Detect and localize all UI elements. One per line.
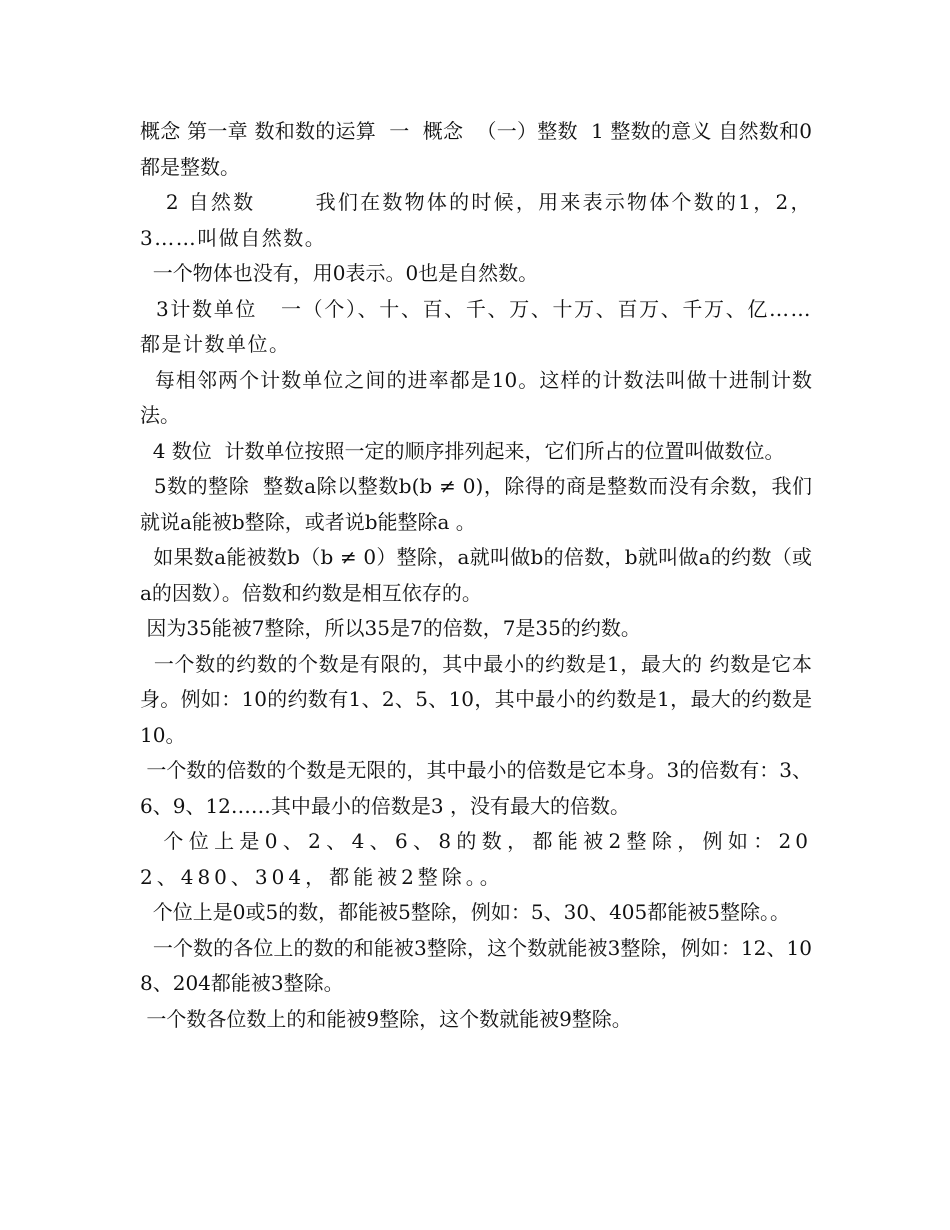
paragraph-divisible-by-3: 一个数的各位上的数的和能被3整除，这个数就能被3整除，例如：12、108、204都能被3整除。 [140,935,812,995]
document-page [140,114,812,1037]
paragraph-divisor-count: 一个数的约数的个数是有限的，其中最小的约数是1，最大的 约数是它本身。例如：10的约数有1、2、5、10，其中最小的约数是1，最大的约数是10。 [140,651,812,747]
paragraph-digit-place: 4 数位 计数单位按照一定的顺序排列起来，它们所占的位置叫做数位。 [140,438,785,463]
paragraph-multiple-count: 一个数的倍数的个数是无限的，其中最小的倍数是它本身。3的倍数有：3、6、9、12……其中最小的倍数是3 ，没有最大的倍数。 [140,758,813,818]
paragraph-zero: 一个物体也没有，用0表示。0也是自然数。 [140,261,539,285]
paragraph-decimal-system: 每相邻两个计数单位之间的进率都是10。这样的计数法叫做十进制计数法。 [140,367,813,427]
paragraph-divisibility: 5数的整除 整数a除以整数b(b ≠ 0)，除得的商是整数而没有余数，我们就说a能被b整除，或者说b能整除a 。 [140,474,812,534]
paragraph-divisible-by-9: 一个数各位数上的和能被9整除，这个数就能被9整除。 [140,1006,632,1031]
paragraph-chapter-heading: 概念 第一章 数和数的运算 一 概念 （一）整数 1 整数的意义 自然数和0都是整数。 [140,119,812,179]
paragraph-counting-units: 3计数单位 一（个）、十、百、千、万、十万、百万、千万、亿……都是计数单位。 [140,296,813,356]
paragraph-divisible-by-2: 个位上是0、2、4、6、8的数，都能被2整除，例如：202、480、304，都能被2整除。。 [140,829,813,889]
paragraph-example-35: 因为35能被7整除，所以35是7的倍数，7是35的约数。 [140,616,641,640]
paragraph-divisible-by-5: 个位上是0或5的数，都能被5整除，例如：5、30、405都能被5整除。。 [140,900,790,924]
paragraph-multiples-divisors: 如果数a能被数b（b ≠ 0）整除，a就叫做b的倍数，b就叫做a的约数（或a的因数）。倍数和约数是相互依存的。 [140,545,812,605]
paragraph-natural-numbers: 2 自然数 我们在数物体的时候，用来表示物体个数的1，2，3……叫做自然数。 [140,190,812,250]
